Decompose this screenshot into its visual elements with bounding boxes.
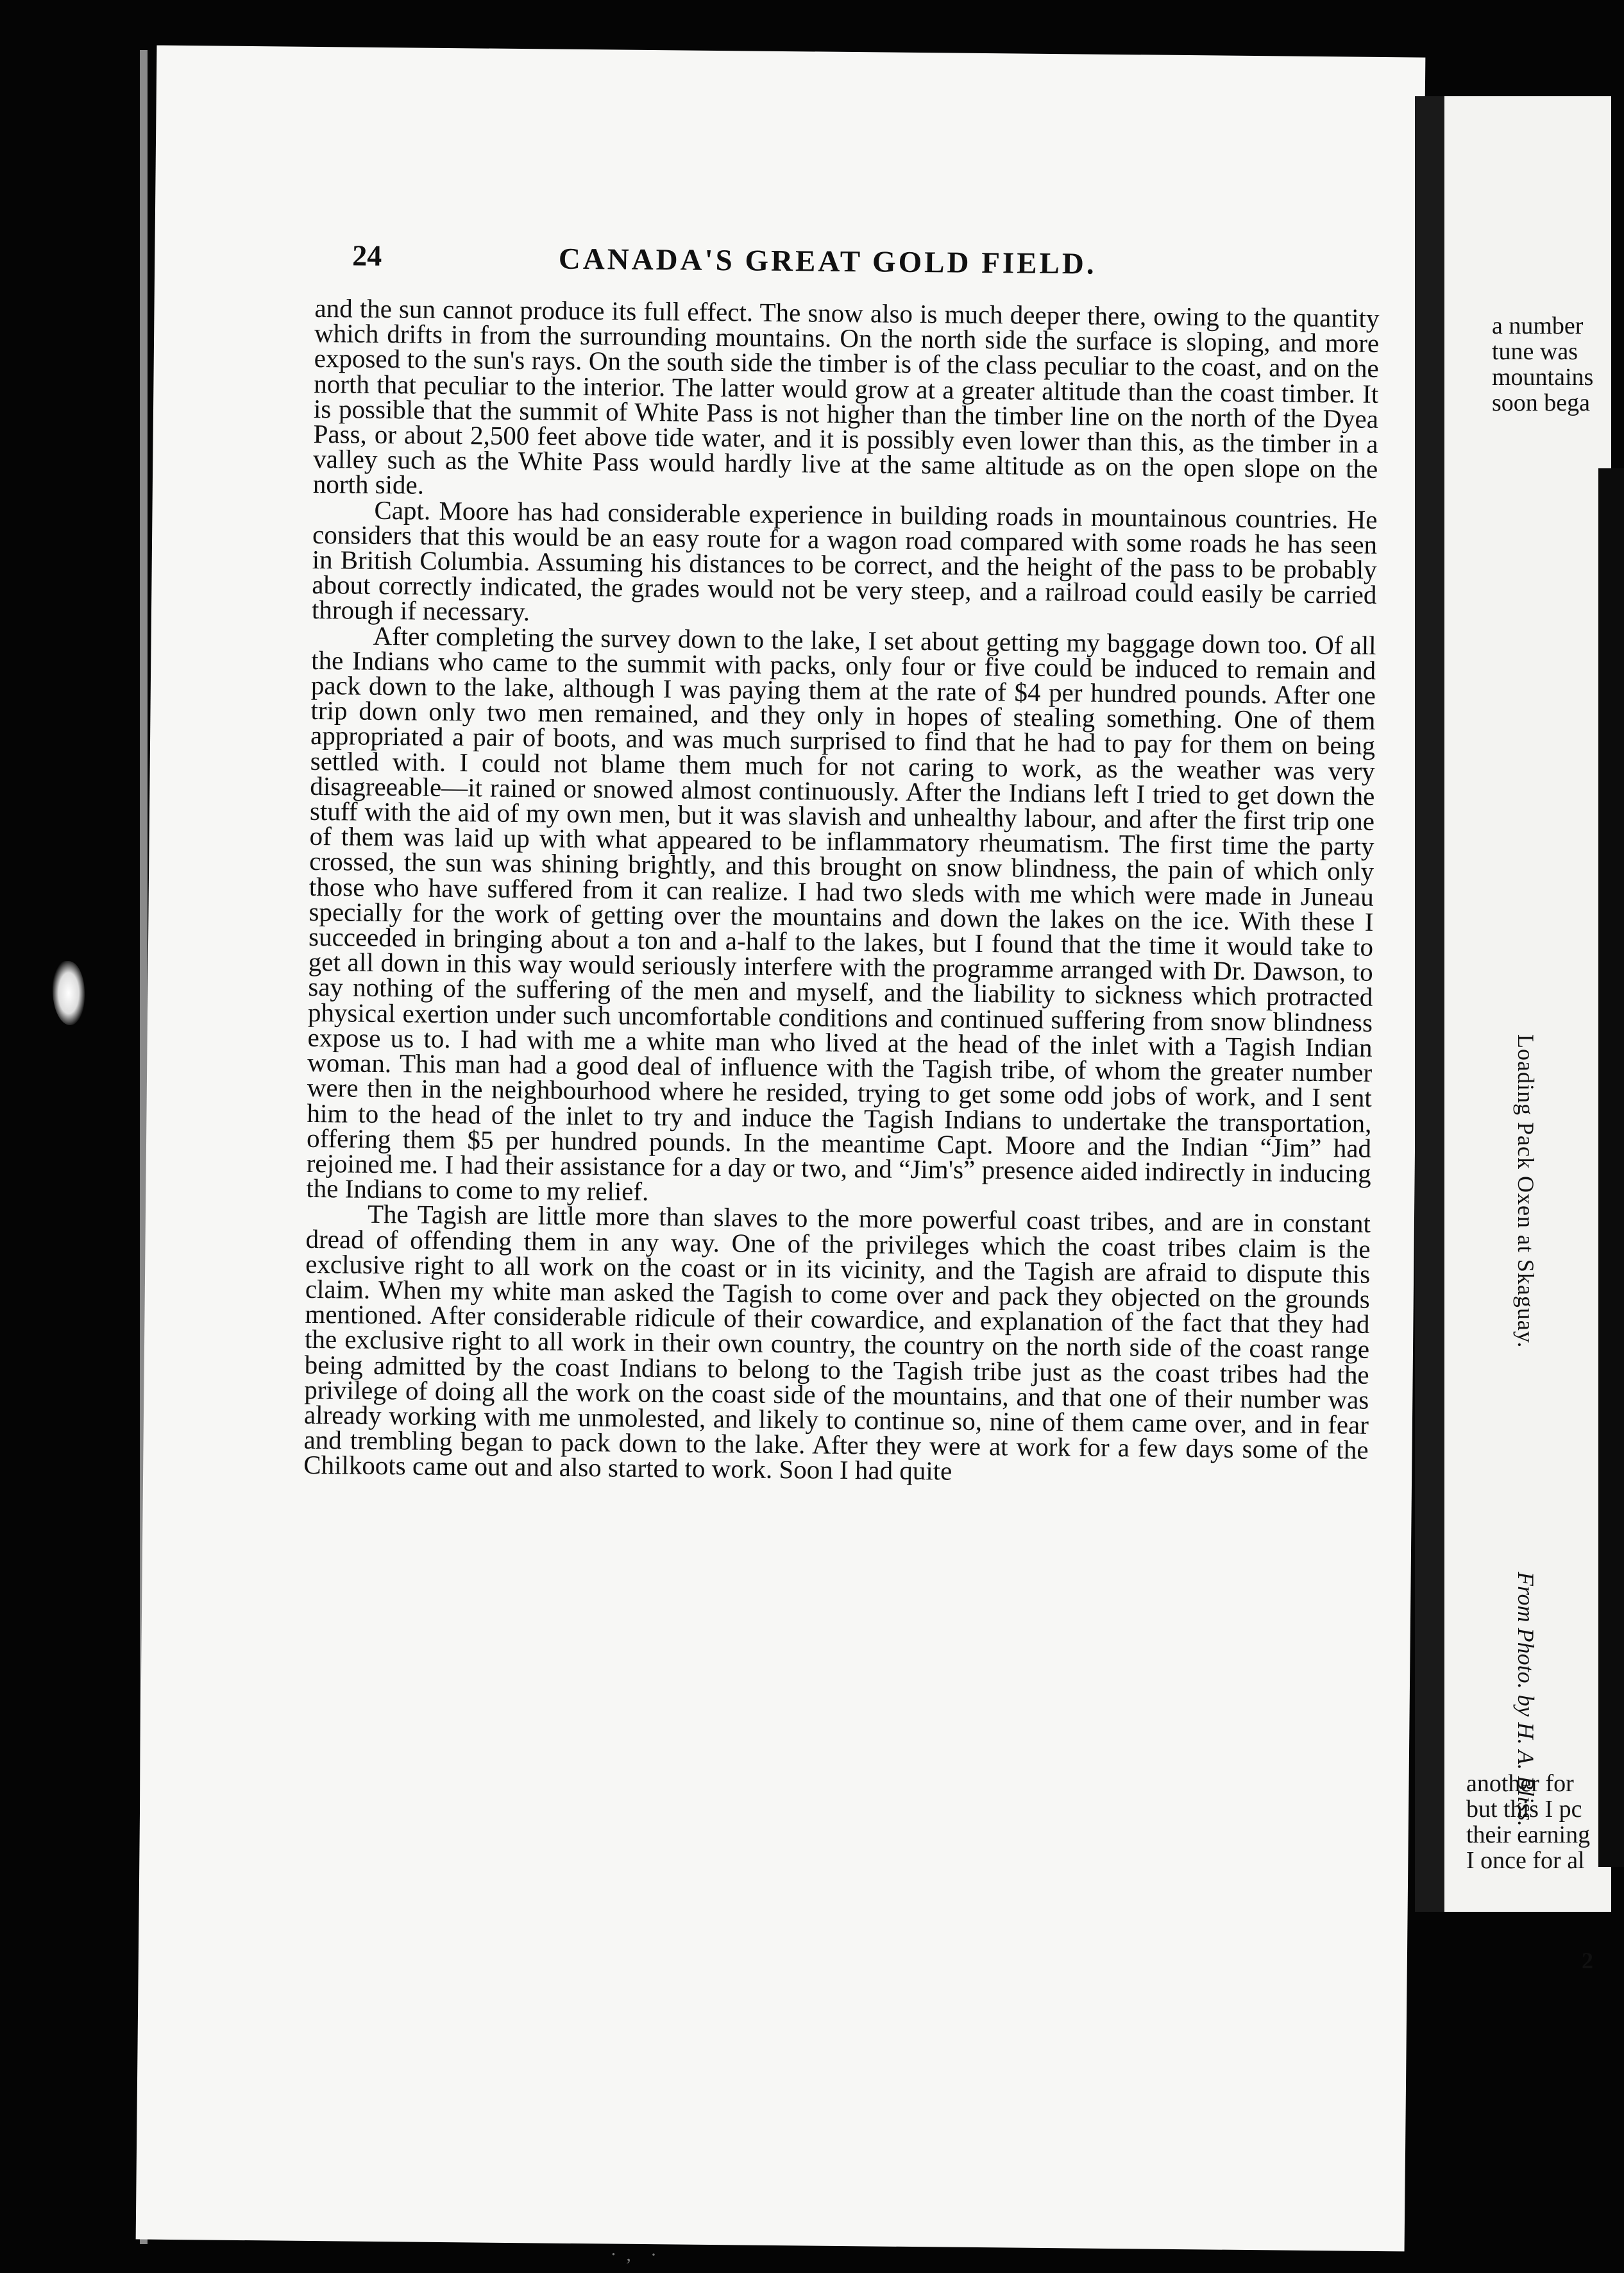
book-page [136, 46, 1426, 2266]
facing-line: mountains [1492, 364, 1594, 391]
paragraph: and the sun cannot produce its full effect. The snow also is much deeper there, owing to the quantity which drifts in from the surrounding mountains. On the north side the surface is sloping, and more exposed to the sun's rays. On the south side the timber is of the class peculiar to the coast, and on the north that peculiar to the interior. The latter would grow at a greater altitude than the coast timber. It is possible that the summit of White Pass is not higher than the timber line on the north of the Dyea Pass, or about 2,500 feet above tide water, and it is possibly even lower than this, as the timber in a valley such as the White Pass would hardly live at the same altitude as on the open slope on the north side. [312, 293, 1380, 500]
facing-page-top-text [1492, 313, 1593, 416]
facing-line: their earning [1466, 1821, 1591, 1848]
facing-line: soon bega [1492, 389, 1591, 416]
paragraph: Capt. Moore has had considerable experience in building roads in mountainous countries. He considers that this would be an easy route for a wagon road compared with some roads he has seen in British Columbia. Assuming his distances to be correct, and the height of the pass to be probably about correctly indicated, the grades would not be very steep, and a railroad could easily be carried through if necessary. [311, 495, 1378, 627]
paragraph: The Tagish are little more than slaves to the more powerful coast tribes, and are in constant dread of offending them in any way. One of the privileges which the coast tribes claim is the exclusive right to all work on the coast or in its vicinity, and the Tagish are afraid to dispute this claim. When my white man asked the Tagish to come over and pack they objected on the grounds mentioned. After considerable ridicule of their cowardice, and explanation of the fact that they had the exclusive right to all work in their own country, the country on the north side of the coast range being admitted by the coast Indians to belong to the Tagish tribe just as the coast tribes had the privilege of doing all the work on the coast side of the mountains, and that one of their number was already working with me unmolested, and likely to continue so, nine of them came over, and in fear and trembling began to pack down to the lake. After they were at work for a few days some of the Chilkoots came out and also started to work. Soon I had quite [303, 1199, 1371, 1486]
facing-line: but this I pc [1466, 1796, 1582, 1823]
facing-page-bottom-text [1466, 1771, 1590, 1873]
facing-line: tune was [1492, 338, 1578, 365]
facing-line: another for [1466, 1770, 1574, 1797]
ink-specks: · , · [610, 2243, 657, 2266]
signature-mark: 2 [1582, 1948, 1593, 1973]
photo-plate [1598, 468, 1624, 1867]
facing-page [1444, 96, 1611, 1973]
book-gutter [1415, 96, 1444, 1912]
page-number: 24 [352, 239, 382, 272]
facing-line: I once for al [1466, 1847, 1585, 1874]
running-head: CANADA'S GREAT GOLD FIELD. [558, 242, 1097, 281]
scan-smudge [53, 961, 85, 1025]
photo-credit: From Photo. by H. A. Bliss. [1513, 1572, 1539, 1826]
paragraph: After completing the survey down to the lake, I set about getting my baggage down too. Of all the Indians who came to the summit with packs, only four or five could be induced to remain and pack down to the lake, although I was paying them at the rate of $4 per hundred pounds. After one trip down only two men remained, and they only in hopes of stealing something. One of them appropriated a pair of boots, and was much surprised to find that he had to pay for them on being settled with. I could not blame them much for not caring to work, as the weather was very disagreeable—it rained or snowed almost continuously. After the Indians left I tried to get down the stuff with the aid of my own men, but it was slavish and unhealthy labour, and after the first trip one of them was laid up with what appeared to be inflammatory rheumatism. The first time the party crossed, the sun was shining brightly, and this brought on snow blindness, the pain of which only those who have suffered from it can realize. I had two sleds with me which were made in Juneau specially for the work of getting over the mountains and down the lakes on the ice. With these I succeeded in bringing about a ton and a-half to the lakes, but I found that the time it would take to get all down in this way would seriously interfere with the programme arranged with Dr. Dawson, to say nothing of the suffering of the men and myself, and the liability to sickness which protracted physical exertion under such uncomfortable conditions and continued suffering from snow blindness expose us to. I had with me a white man who lived at the head of the inlet with a Tagish Indian woman. This man had a good deal of influence with the Tagish tribe, of whom the greater number were then in the neighbourhood where he resided, trying to get some odd jobs of work, and I sent him to the head of the inlet to try and induce the Tagish Indians to undertake the transportation, offering them $5 per hundred pounds. In the meantime Capt. Moore and the Indian “Jim” had rejoined me. I had their assistance for a day or two, and “Jim's” presence aided indirectly in inducing the Indians to come to my relief. [306, 620, 1376, 1207]
facing-line: a number [1492, 312, 1584, 339]
body-text [303, 293, 1380, 1488]
plate-caption: Loading Pack Oxen at Skaguay. [1513, 1034, 1539, 1349]
